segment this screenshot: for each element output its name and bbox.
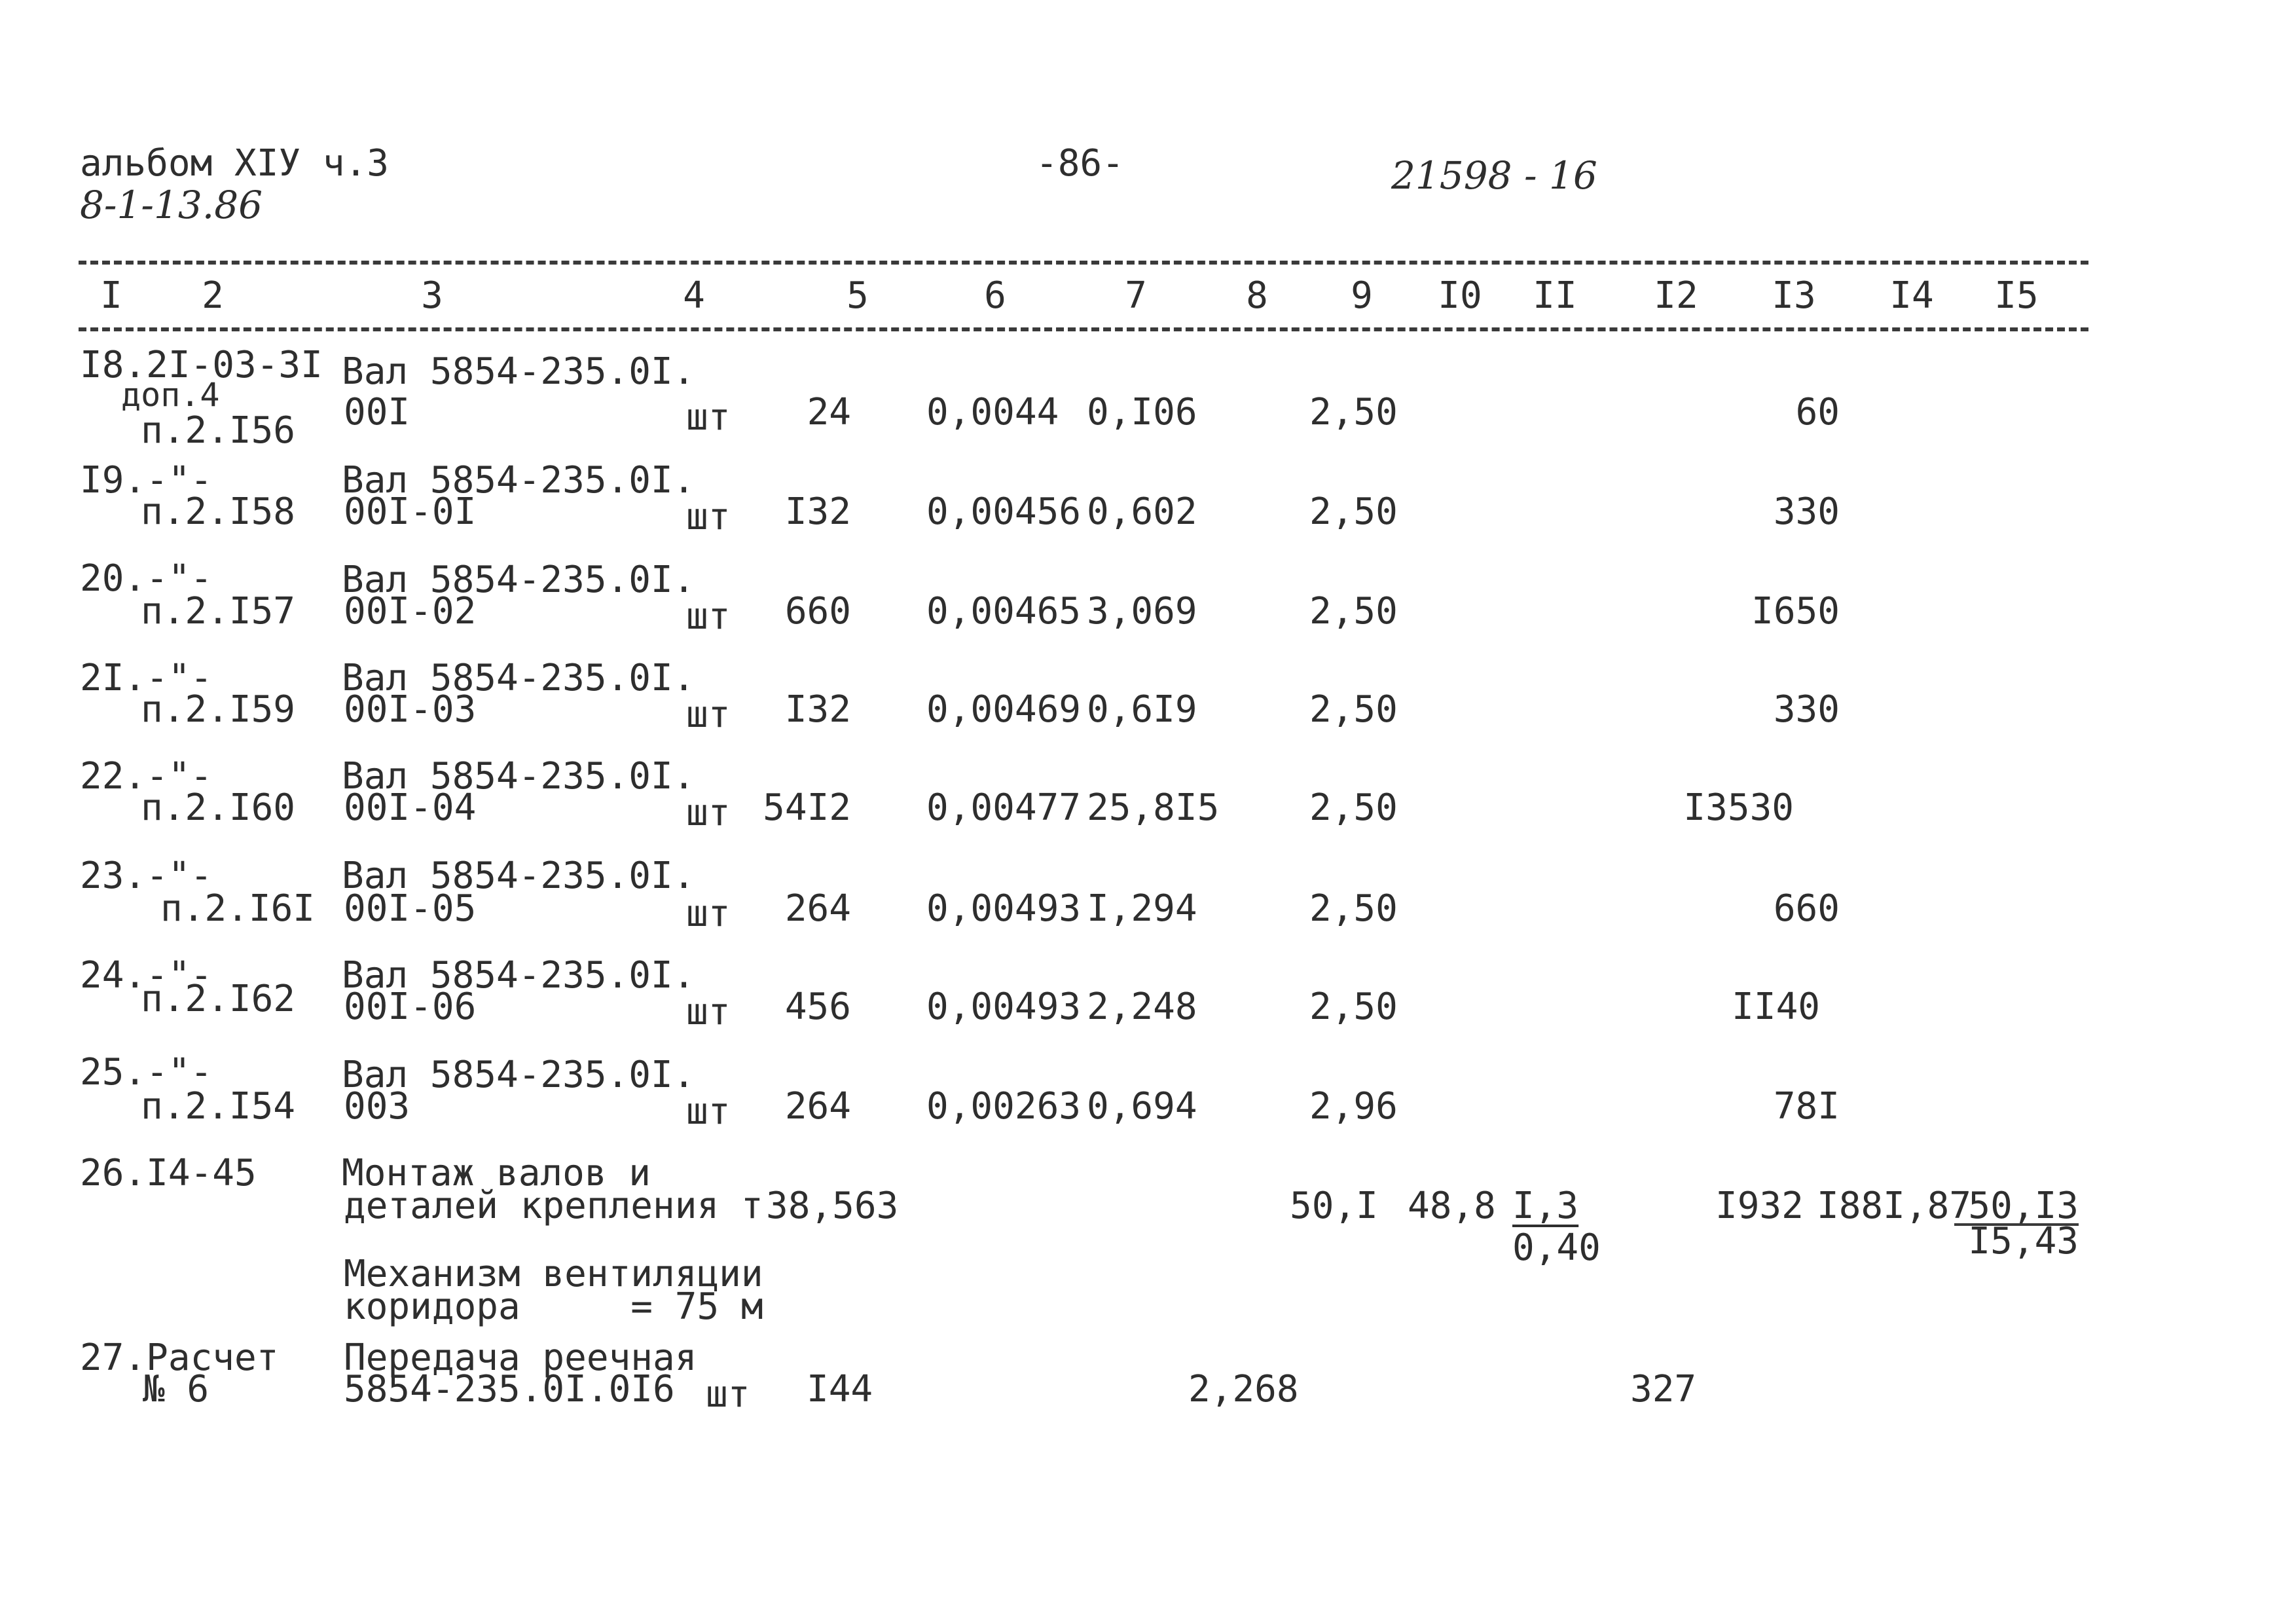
col-header: I3 [1772,274,1816,317]
col-15-numerator: 50,I3 [1968,1185,2079,1227]
row-reference: п.2.I60 [141,786,296,829]
quantity: 264 [784,887,851,930]
row-reference: п.2.I58 [141,490,296,533]
col-7-value: 2,268 [1188,1368,1299,1411]
col-header: I2 [1654,274,1698,317]
col-9-value: 2,50 [1309,986,1398,1028]
item-code: 00I [344,391,410,434]
col-6-value: 0,00263 [926,1085,1082,1128]
col-13-value: I932 [1715,1185,1804,1227]
quantity: 24 [807,391,851,434]
col-7-value: 2,248 [1087,986,1197,1028]
item-code: 00I-02 [344,590,477,633]
col-11-denominator: 0,40 [1512,1227,1601,1269]
col-9-value: 2,96 [1309,1085,1398,1128]
col-7-value: 0,I06 [1087,391,1197,434]
item-name: Вал 5854-235.0I. [342,954,695,997]
item-code: 5854-235.0I.0I6 [344,1368,675,1411]
item-code: 00I-06 [344,986,477,1028]
item-code: 00I-04 [344,786,477,829]
col-13-value: I650 [1751,590,1840,633]
row-number: 23.-"- [80,855,213,897]
row-reference: доп.4 [121,376,220,414]
col-9-value: 2,50 [1309,590,1398,633]
item-code: 00I-05 [344,887,477,930]
unit: шт [706,1373,750,1416]
col-6-value: 0,00469 [926,688,1082,731]
row-number: 25.-"- [80,1051,213,1094]
item-code: 00I-0I [344,490,477,533]
unit: шт [686,496,731,538]
col-6-value: 0,00465 [926,590,1082,633]
col-7-value: 25,8I5 [1087,786,1220,829]
item-name: Вал 5854-235.0I. [342,657,695,699]
quantity: I44 [807,1368,873,1411]
col-13-value: 330 [1773,490,1840,533]
note-line: Механизм вентиляции [344,1253,763,1295]
quantity: I32 [784,490,851,533]
row-reference: п.2.I57 [141,590,296,633]
row-number: 2I.-"- [80,657,213,699]
col-14-value: I88I,87 [1817,1185,1972,1227]
row-number: I8.2I-03-3I [80,344,323,386]
col-header: II [1533,274,1577,317]
col-header: 2 [202,274,224,317]
col-6-value: 0,00456 [926,490,1082,533]
col-header: 9 [1351,274,1373,317]
unit: шт [686,693,731,736]
header-top-divider [79,261,2088,265]
col-12-value: 327 [1630,1368,1697,1411]
col-header: I5 [1994,274,2039,317]
col-13-value: 60 [1795,391,1840,434]
quantity: I32 [784,688,851,731]
item-name-continued: деталей крепления т [344,1185,763,1227]
row-number: 24.-"- [80,954,213,997]
col-15-denominator: I5,43 [1968,1220,2079,1263]
unit: шт [686,792,731,834]
handwritten-code: 8-1-13.86 [80,183,263,227]
unit: шт [686,1090,731,1133]
row-reference: п.2.I59 [141,688,296,731]
col-13-value: I3530 [1683,786,1794,829]
unit: шт [686,396,731,439]
row-reference: п.2.I54 [141,1085,296,1128]
col-7-value: 3,069 [1087,590,1197,633]
col-9-value: 2,50 [1309,887,1398,930]
col-9-value: 2,50 [1309,786,1398,829]
unit: шт [686,595,731,638]
item-code: 00I-03 [344,688,477,731]
item-name: Вал 5854-235.0I. [342,1054,695,1096]
col-6-value: 0,0044 [926,391,1059,434]
item-name: Вал 5854-235.0I. [342,459,695,502]
item-name: Вал 5854-235.0I. [342,755,695,798]
item-name: Вал 5854-235.0I. [342,855,695,897]
document-number: 21598 - 16 [1391,153,1597,198]
row-reference: п.2.I56 [141,409,296,452]
row-number: 20.-"- [80,557,213,600]
col-6-value: 0,00493 [926,986,1082,1028]
page-number: -86- [1036,142,1124,185]
col-13-value: 330 [1773,688,1840,731]
col-11-numerator: I,3 [1512,1185,1579,1227]
item-name: Передача реечная [344,1337,697,1379]
quantity: 456 [784,986,851,1028]
album-label: альбом XIУ ч.3 [80,142,390,185]
row-number: 26.I4-45 [80,1152,257,1194]
item-name: Вал 5854-235.0I. [342,559,695,601]
item-name: Монтаж валов и [342,1152,651,1194]
col-10-value: 48,8 [1408,1185,1496,1227]
col-13-value: II40 [1732,986,1820,1028]
col-9-value: 2,50 [1309,490,1398,533]
unit: шт [686,893,731,935]
col-6-value: 0,00477 [926,786,1082,829]
quantity: 54I2 [763,786,851,829]
unit: шт [686,991,731,1033]
col-header: 8 [1246,274,1268,317]
row-reference: п.2.I62 [141,978,296,1020]
col-header: I4 [1889,274,1934,317]
col-header: 5 [847,274,869,317]
col-7-value: 0,6I9 [1087,688,1197,731]
col-header: 3 [421,274,443,317]
col-7-value: 0,602 [1087,490,1197,533]
col-9-value: 2,50 [1309,688,1398,731]
row-number: I9.-"- [80,459,213,502]
item-code: 003 [344,1085,410,1128]
header-bottom-divider [79,327,2088,331]
col-header: 6 [984,274,1006,317]
row-reference: № 6 [143,1368,210,1411]
col-6-value: 0,00493 [926,887,1082,930]
col-header: I0 [1438,274,1482,317]
col-13-value: 660 [1773,887,1840,930]
item-name: Вал 5854-235.0I. [342,350,695,393]
col-9-value: 50,I [1290,1185,1378,1227]
col-7-value: 0,694 [1087,1085,1197,1128]
note-line: коридора = 75 м [344,1285,763,1328]
col-header: I [100,274,122,317]
row-reference: п.2.I6I [160,887,316,930]
quantity: 660 [784,590,851,633]
row-number: 27.Расчет [80,1337,279,1379]
col-header: 4 [683,274,705,317]
row-number: 22.-"- [80,755,213,798]
quantity: 38,563 [766,1185,899,1227]
col-7-value: I,294 [1087,887,1197,930]
quantity: 264 [784,1085,851,1128]
col-13-value: 78I [1773,1085,1840,1128]
col-header: 7 [1125,274,1147,317]
col-9-value: 2,50 [1309,391,1398,434]
